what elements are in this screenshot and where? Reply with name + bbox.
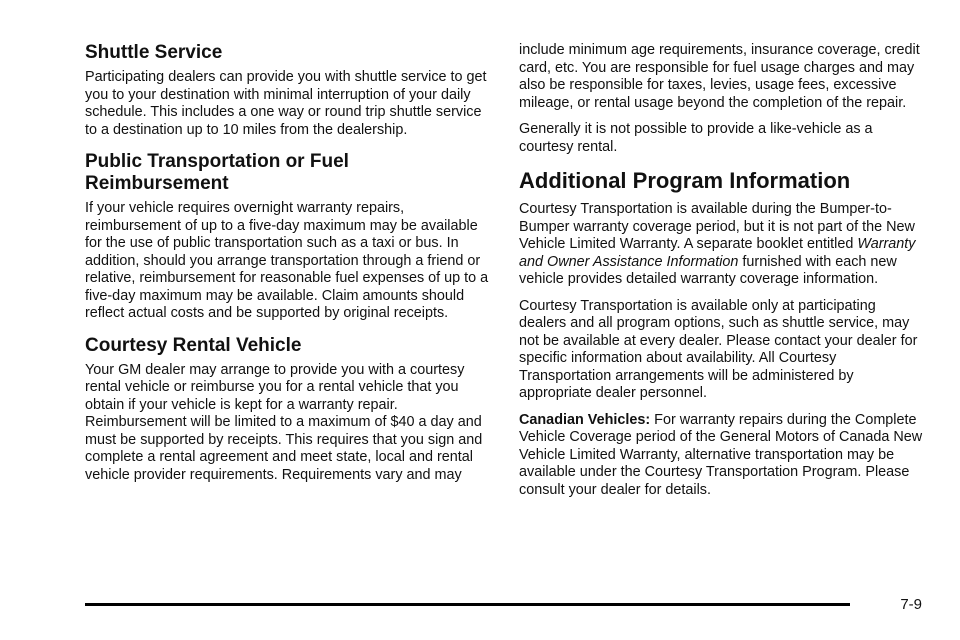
right-column — [519, 42, 924, 508]
warranty-booklet-title: Warranty and Owner Assistance Information — [519, 236, 916, 270]
footer-rule — [85, 603, 850, 606]
page-number: 7-9 — [900, 596, 922, 613]
public-transportation-heading: Public Transportation or Fuel Reimbursement — [85, 151, 349, 194]
additional-p1-before: Courtesy Transportation is available during the Bumper-to-Bumper warranty coverage period, but it is not part of the New Vehicle Limited Warranty. A separate booklet entitled — [519, 201, 915, 252]
canadian-vehicles-text: For warranty repairs during the Complete Vehicle Coverage period of the General Motors of Canada New Vehicle Limited Warranty, alternative transportation may be available under the Courtesy Transportation Program. Please consult your dealer for details. — [519, 411, 923, 498]
canadian-vehicles-label: Canadian Vehicles: — [519, 411, 651, 428]
like-vehicle-text: Generally it is not possible to provide a like-vehicle as a courtesy rental. — [519, 121, 873, 155]
additional-program-paragraph-2: Courtesy Transportation is available only at participating dealers and all program options, such as shuttle service, may not be available at every dealer. Please contact your dealer for specific information about availability. All Courtesy Transportation arrangements will be administered by appropriate dealer personnel. — [519, 297, 918, 401]
additional-program-heading: Additional Program Information — [519, 168, 851, 193]
public-transportation-text: If your vehicle requires overnight warranty repairs, reimbursement of up to a five-day maximum may be available for the use of public transportation such as a taxi or bus. In addition, should you arrange transportation through a friend or relative, reimbursement for reasonable fuel expenses of up to a five-day maximum may be available. Claim amounts should reflect actual costs and be supported by original receipts. — [85, 200, 489, 321]
additional-p1-after: furnished with each new vehicle provides detailed warranty coverage information. — [519, 253, 897, 287]
left-column — [85, 42, 490, 493]
courtesy-rental-continued-text: include minimum age requirements, insurance coverage, credit card, etc. You are responsible for fuel usage charges and may also be responsible for taxes, levies, usage fees, excessive mileage, or rental usage beyond the completion of the repair. — [519, 42, 920, 111]
additional-program-paragraph-1 — [519, 201, 924, 289]
canadian-vehicles-paragraph — [519, 412, 924, 500]
shuttle-service-text: Participating dealers can provide you with shuttle service to get you to your destination with minimal interruption of your daily schedule. This includes a one way or round trip shuttle service to a destination up to 10 miles from the dealership. — [85, 69, 487, 138]
courtesy-rental-heading: Courtesy Rental Vehicle — [85, 334, 302, 356]
shuttle-service-heading: Shuttle Service — [85, 42, 223, 63]
courtesy-rental-text: Your GM dealer may arrange to provide you with a courtesy rental vehicle or reimburse you for a rental vehicle that you obtain if your vehicle is kept for a warranty repair. Reimbursement will be limited to a maximum of $40 a day and must be supported by receipts. This requires that you sign and complete a rental agreement and meet state, local and rental vehicle provider requirements. Requirements vary and may — [85, 361, 483, 483]
